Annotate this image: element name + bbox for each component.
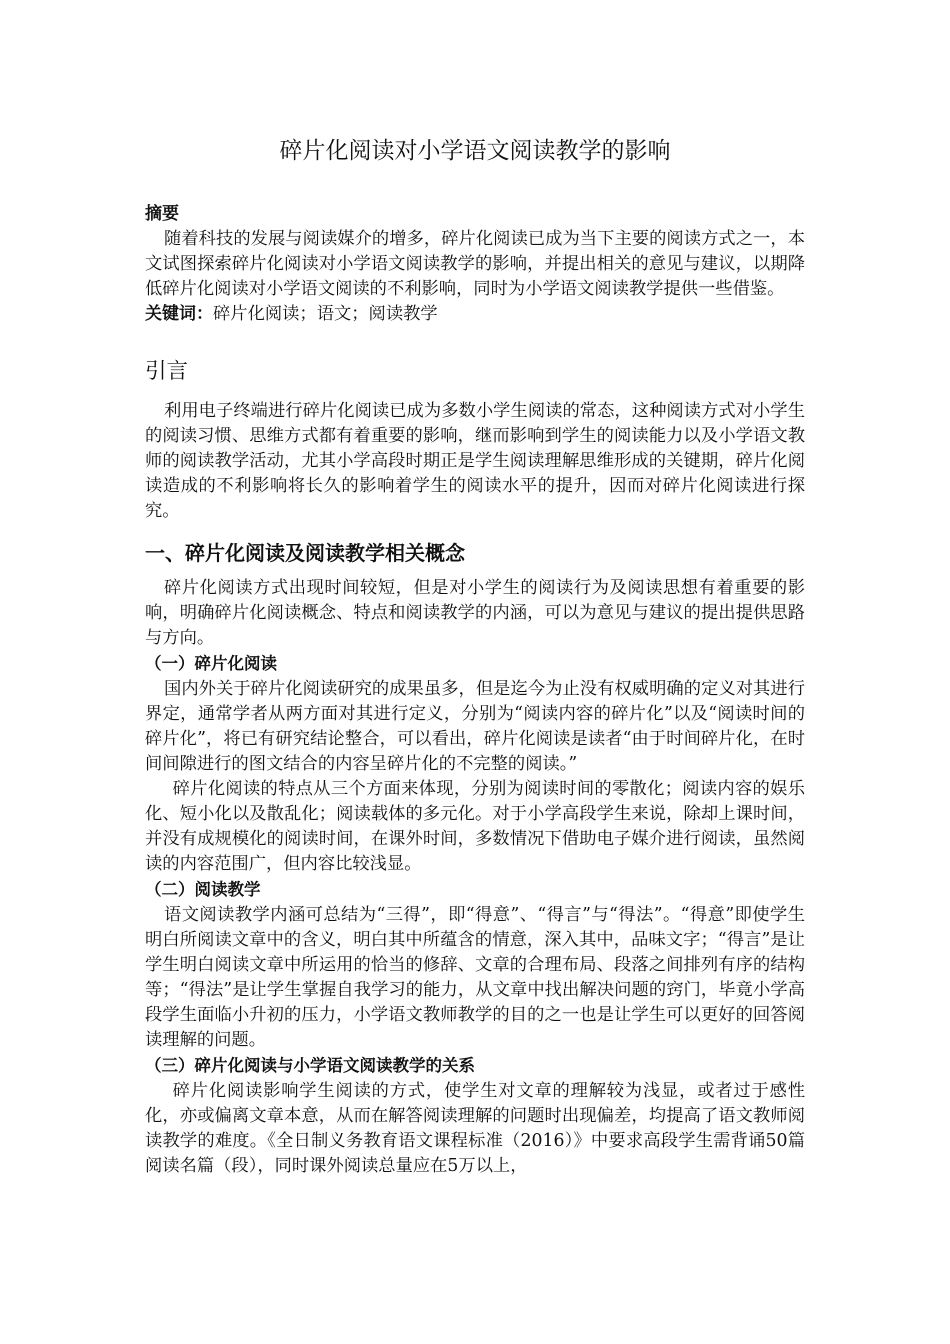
subsection2-paragraph-1: 语文阅读教学内涵可总结为“三得”，即“得意”、“得言”与“得法”。“得意”即使学生明白所阅读文章中的含义，明白其中所蕴含的情意，深入其中，品味文字；“得言”是让学生明白阅读文章中所运用的恰当的修辞、文章的合理布局、段落之间排列有序的结构等；“得法”是让学生掌握自我学习的能力，从文章中找出解决问题的窍门，毕竟小学高段学生面临小升初的压力，小学语文教师教学的目的之一也是让学生可以更好的回答阅读理解的问题。 xyxy=(145,905,805,1050)
subsection1-paragraph-2: 碎片化阅读的特点从三个方面来体现，分别为阅读时间的零散化；阅读内容的娱乐化、短小化以及散乱化；阅读载体的多元化。对于小学高段学生来说，除却上课时间，并没有成规模化的阅读时间，在课外时间，多数情况下借助电子媒介进行阅读，虽然阅读的内容范围广，但内容比较浅显。 xyxy=(145,779,805,874)
section1-heading: 一、碎片化阅读及阅读教学相关概念 xyxy=(145,541,465,565)
document-body xyxy=(145,134,805,1179)
keywords-text: 碎片化阅读；语文；阅读教学 xyxy=(213,304,438,324)
keywords-label: 关键词： xyxy=(145,304,213,324)
keywords-row xyxy=(145,302,805,327)
subsection2-heading: （二）阅读教学 xyxy=(145,880,261,899)
section1-intro: 碎片化阅读方式出现时间较短，但是对小学生的阅读行为及阅读思想有着重要的影响，明确碎片化阅读概念、特点和阅读教学的内涵，可以为意见与建议的提出提供思路与方向。 xyxy=(145,578,805,648)
intro-heading: 引言 xyxy=(145,359,189,384)
subsection1-heading: （一）碎片化阅读 xyxy=(145,654,277,673)
subsection1-paragraph-1: 国内外关于碎片化阅读研究的成果虽多，但是迄今为止没有权威明确的定义对其进行界定，通常学者从两方面对其进行定义，分别为“阅读内容的碎片化”以及“阅读时间的碎片化”，将已有研究结论整合，可以看出，碎片化阅读是读者“由于时间碎片化，在时间间隙进行的图文结合的内容呈碎片化的不完整的阅读。” xyxy=(145,679,805,774)
intro-text: 利用电子终端进行碎片化阅读已成为多数小学生阅读的常态，这种阅读方式对小学生的阅读习惯、思维方式都有着重要的影响，继而影响到学生的阅读能力以及小学语文教师的阅读教学活动，尤其小学高段时期正是学生阅读理解思维形成的关键期，碎片化阅读造成的不利影响将长久的影响着学生的阅读水平的提升，因而对碎片化阅读进行探究。 xyxy=(145,401,805,521)
subsection3-heading: （三）碎片化阅读与小学语文阅读教学的关系 xyxy=(145,1056,475,1075)
subsection3-paragraph-1: 碎片化阅读影响学生阅读的方式，使学生对文章的理解较为浅显，或者过于感性化，亦或偏离文章本意，从而在解答阅读理解的问题时出现偏差，均提高了语文教师阅读教学的难度。《全日制义务教育语文课程标准（2016）》中要求高段学生需背诵50篇阅读名篇（段），同时课外阅读总量应在5万以上， xyxy=(145,1081,805,1176)
abstract-text: 随着科技的发展与阅读媒介的增多，碎片化阅读已成为当下主要的阅读方式之一，本文试图探索碎片化阅读对小学语文阅读教学的影响，并提出相关的意见与建议，以期降低碎片化阅读对小学语文阅读的不利影响，同时为小学语文阅读教学提供一些借鉴。 xyxy=(145,229,805,299)
abstract-heading: 摘要 xyxy=(145,204,179,224)
document-title: 碎片化阅读对小学语文阅读教学的影响 xyxy=(279,138,671,164)
